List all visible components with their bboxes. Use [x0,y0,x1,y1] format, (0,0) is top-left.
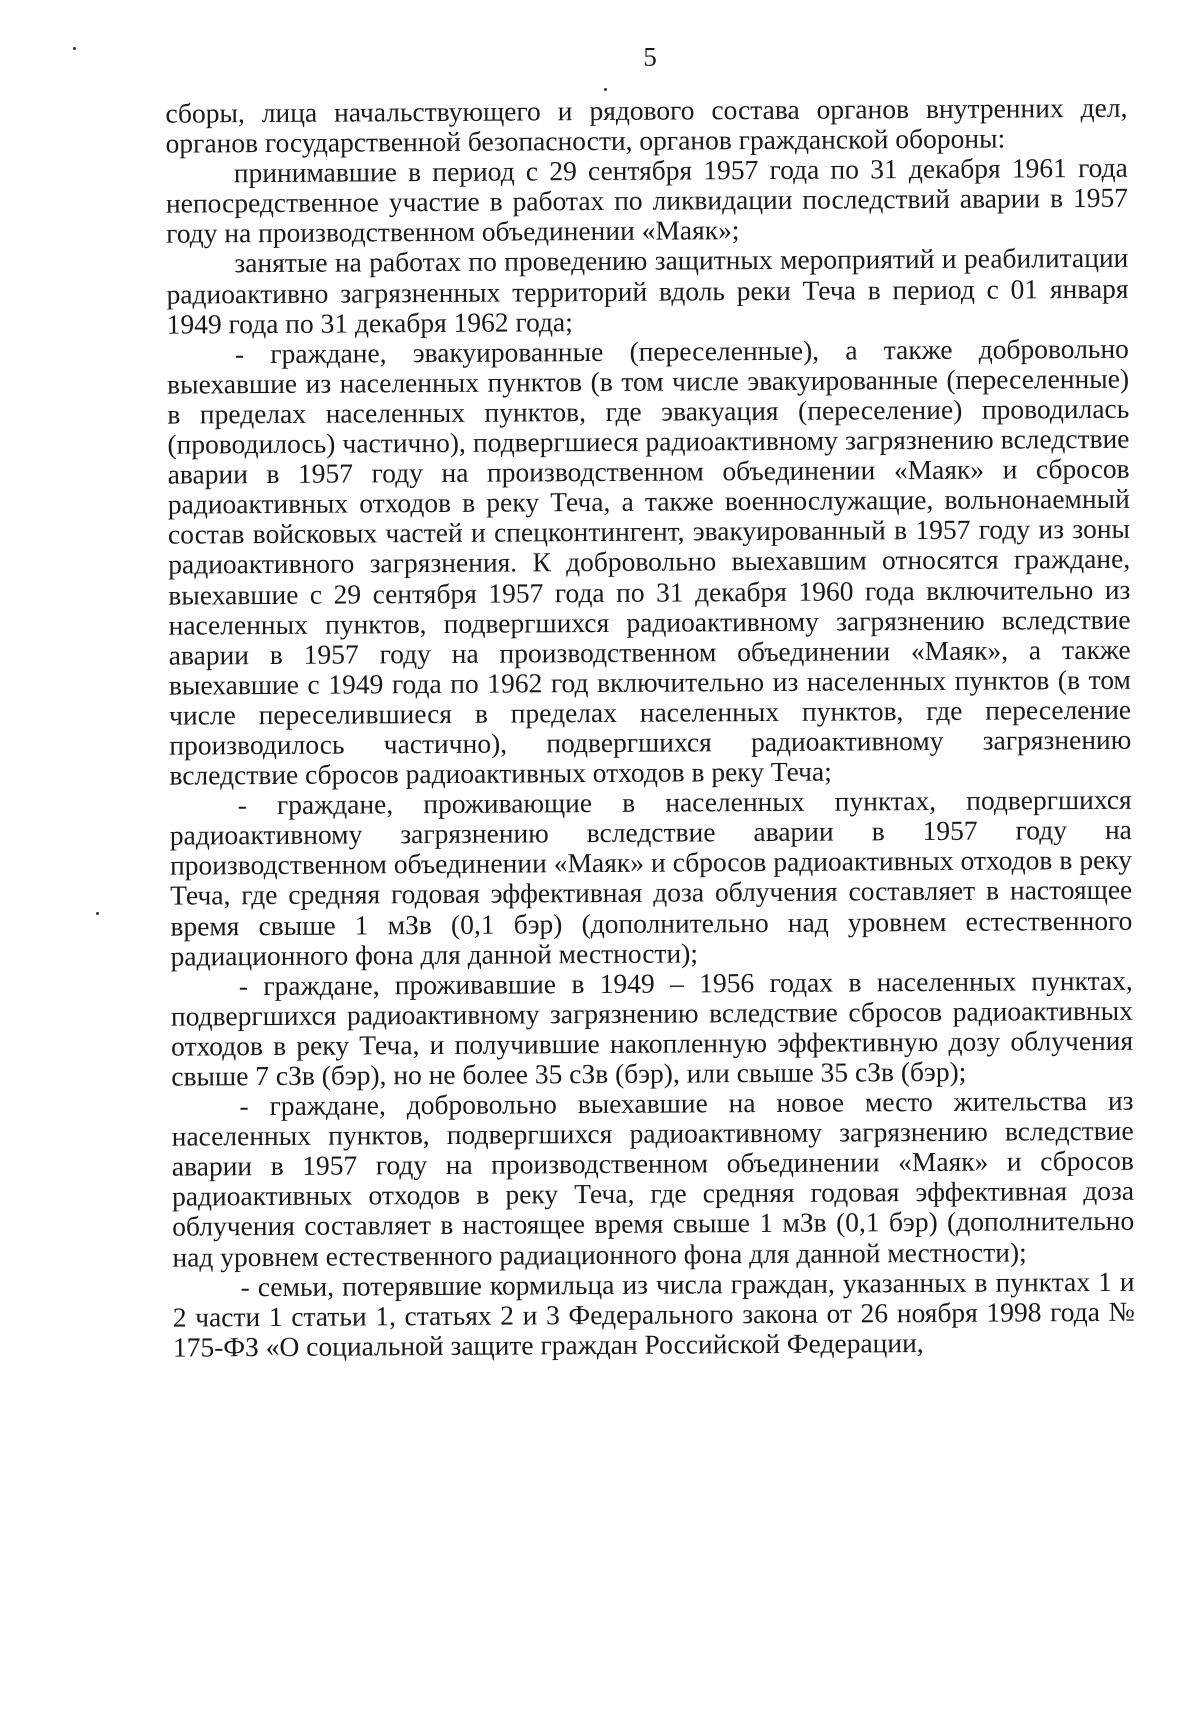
scan-speck [604,88,607,91]
document-body [165,93,1135,1363]
paragraph-voluntarily-relocated: - граждане, добровольно выехавшие на новое место жительства из населенных пунктов, подвергшихся радиоактивному загрязнению вследствие аварии в 1957 году на производственном объединении «Маяк» и сбросов радиоактивных отходов в реку Теча, где средняя годовая эффективная доза облучения составляет в настоящее время свыше 1 мЗв (0,1 бэр) (дополнительно над уровнем естественного радиационного фона для данной местности); [171,1084,1135,1273]
paragraph-evacuated-citizens: - граждане, эвакуированные (переселенные), а также добровольно выехавшие из населенных пунктов (в том числе эвакуированные (переселенные) в пределах населенных пунктов, где эвакуация (переселение) проводилась (проводилось) частично), подвергшиеся радиоактивному загрязнению вследствие аварии в 1957 году на производственном объединении «Маяк» и сбросов радиоактивных отходов в реку Теча, а также военнослужащие, вольнонаемный состав войсковых частей и спецконтингент, эвакуированный в 1957 году из зоны радиоактивного загрязнения. К добровольно выехавшим относятся граждане, выехавшие с 29 сентября 1957 года по 31 декабря 1960 года включительно из населенных пунктов, подвергшихся радиоактивному загрязнению вследствие аварии в 1957 году на производственном объединении «Маяк», а также выехавшие с 1949 года по 1962 год включительно из населенных пунктов (в том числе переселившиеся в пределах населенных пунктов, где переселение производилось частично), подвергшихся радиоактивному загрязнению вследствие сбросов радиоактивных отходов в реку Теча; [166,332,1132,791]
paragraph-residing-citizens: - граждане, проживающие в населенных пунктах, подвергшихся радиоактивному загрязнению вследствие аварии в 1957 году на производственном объединении «Маяк» и сбросов радиоактивных отходов в реку Теча, где средняя годовая эффективная доза облучения составляет в настоящее время свыше 1 мЗв (0,1 бэр) (дополнительно над уровнем естественного радиационного фона для данной местности); [169,783,1133,972]
scan-speck [96,912,99,915]
paragraph-1949-1956-residents: - граждане, проживавшие в 1949 – 1956 годах в населенных пунктах, подвергшихся радиоактивному загрязнению вследствие сбросов радиоактивных отходов в реку Теча, и получившие накопленную эффективную дозу облучения свыше 7 сЗв (бэр), но не более 35 сЗв (бэр), или свыше 35 сЗв (бэр); [170,964,1134,1092]
paragraph-families-lost-breadwinner: - семьи, потерявшие кормильца из числа граждан, указанных в пунктах 1 и 2 части 1 статьи 1, статьях 2 и 3 Федерального закона от 26 ноября 1998 года № 175-ФЗ «О социальной защите граждан Российской Федерации, [172,1265,1135,1363]
page-number: 5 [643,41,657,72]
paragraph-liquidation-participants: принимавшие в период с 29 сентября 1957 года по 31 декабря 1961 года непосредственное участие в работах по ликвидации последствий аварии в 1957 году на производственном объединении «Маяк»; [165,151,1129,250]
scan-speck [73,47,76,50]
paragraph-techa-rehabilitation: занятые на работах по проведению защитных мероприятий и реабилитации радиоактивно загрязненных территорий вдоль реки Теча в период с 01 января 1949 года по 31 декабря 1962 года; [166,242,1129,340]
paragraph-continuation: сборы, лица начальствующего и рядового состава органов внутренних дел, органов государственной безопасности, органов гражданской обороны: [165,91,1128,159]
